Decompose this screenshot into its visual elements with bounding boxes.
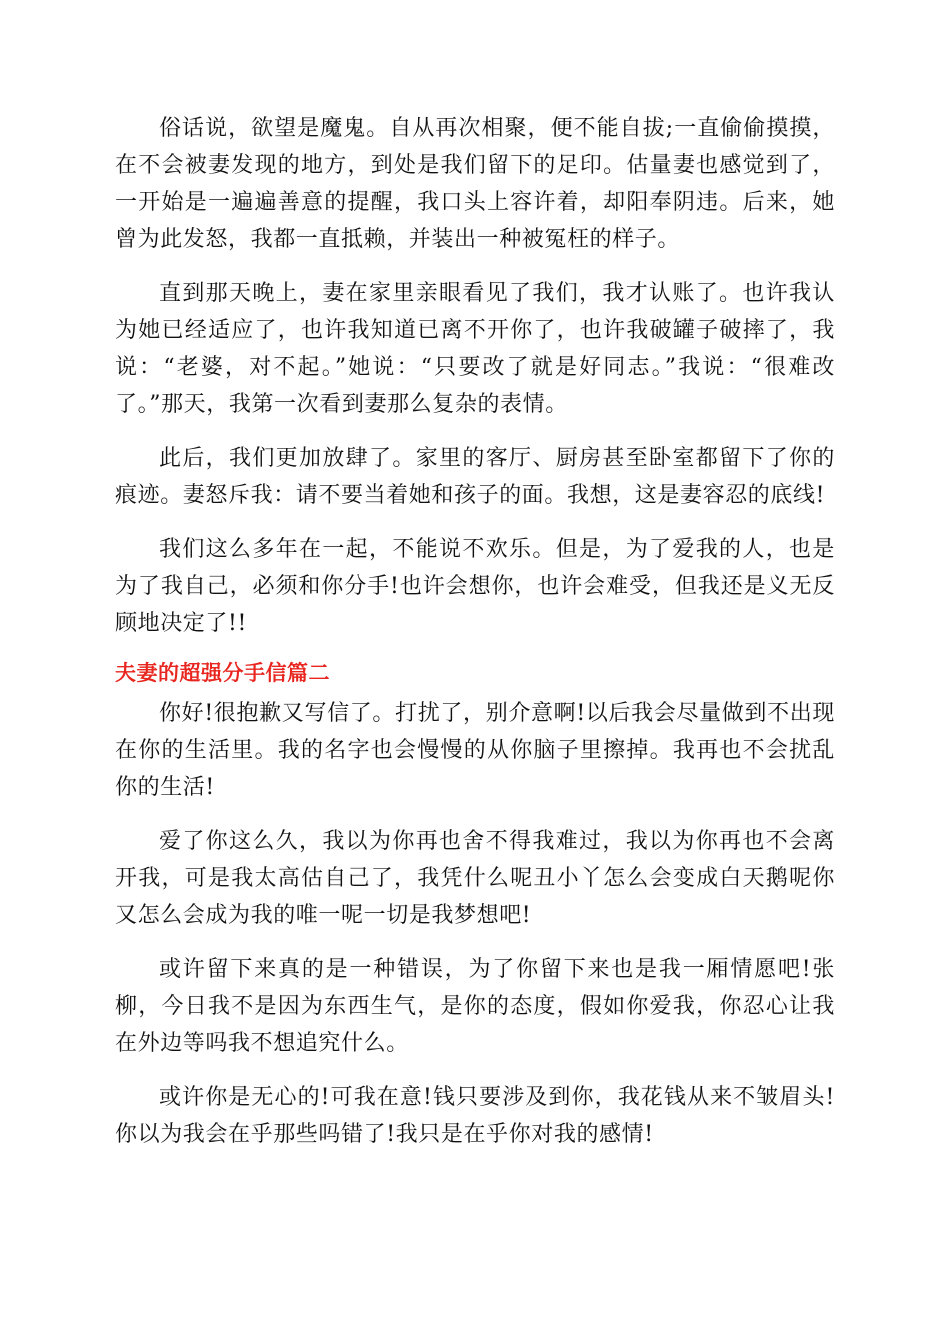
paragraph: 我们这么多年在一起，不能说不欢乐。但是，为了爱我的人，也是为了我自己，必须和你分手!也许会想你，也许会难受，但我还是义无反顾地决定了!! bbox=[115, 537, 835, 636]
paragraph: 直到那天晚上，妻在家里亲眼看见了我们，我才认账了。也许我认为她已经适应了，也许我知道已离不开你了，也许我破罐子破摔了，我说：“老婆，对不起。”她说：“只要改了就是好同志。”我说：“很难改了。”那天，我第一次看到妻那么复杂的表情。 bbox=[115, 281, 835, 417]
document-body bbox=[115, 110, 835, 1170]
paragraph: 你好!很抱歉又写信了。打扰了，别介意啊!以后我会尽量做到不出现在你的生活里。我的名字也会慢慢的从你脑子里擦掉。我再也不会扰乱你的生活! bbox=[115, 701, 835, 800]
paragraph: 或许你是无心的!可我在意!钱只要涉及到你，我花钱从来不皱眉头!你以为我会在乎那些吗错了!我只是在乎你对我的感情! bbox=[115, 1085, 835, 1147]
paragraph: 爱了你这么久，我以为你再也舍不得我难过，我以为你再也不会离开我，可是我太高估自己了，我凭什么呢丑小丫怎么会变成白天鹅呢你又怎么会成为我的唯一呢一切是我梦想吧! bbox=[115, 829, 835, 928]
paragraph: 此后，我们更加放肆了。家里的客厅、厨房甚至卧室都留下了你的痕迹。妻怒斥我：请不要当着她和孩子的面。我想，这是妻容忍的底线! bbox=[115, 446, 835, 508]
paragraph: 俗话说，欲望是魔鬼。自从再次相聚，便不能自拔;一直偷偷摸摸，在不会被妻发现的地方，到处是我们留下的足印。估量妻也感觉到了，一开始是一遍遍善意的提醒，我口头上容许着，却阳奉阴违。后来，她曾为此发怒，我都一直抵赖，并装出一种被冤枉的样子。 bbox=[115, 116, 835, 252]
section-heading: 夫妻的超强分手信篇二 bbox=[115, 661, 330, 685]
paragraph: 或许留下来真的是一种错误，为了你留下来也是我一厢情愿吧!张柳，今日我不是因为东西生气，是你的态度，假如你爱我，你忍心让我在外边等吗我不想追究什么。 bbox=[115, 957, 835, 1056]
